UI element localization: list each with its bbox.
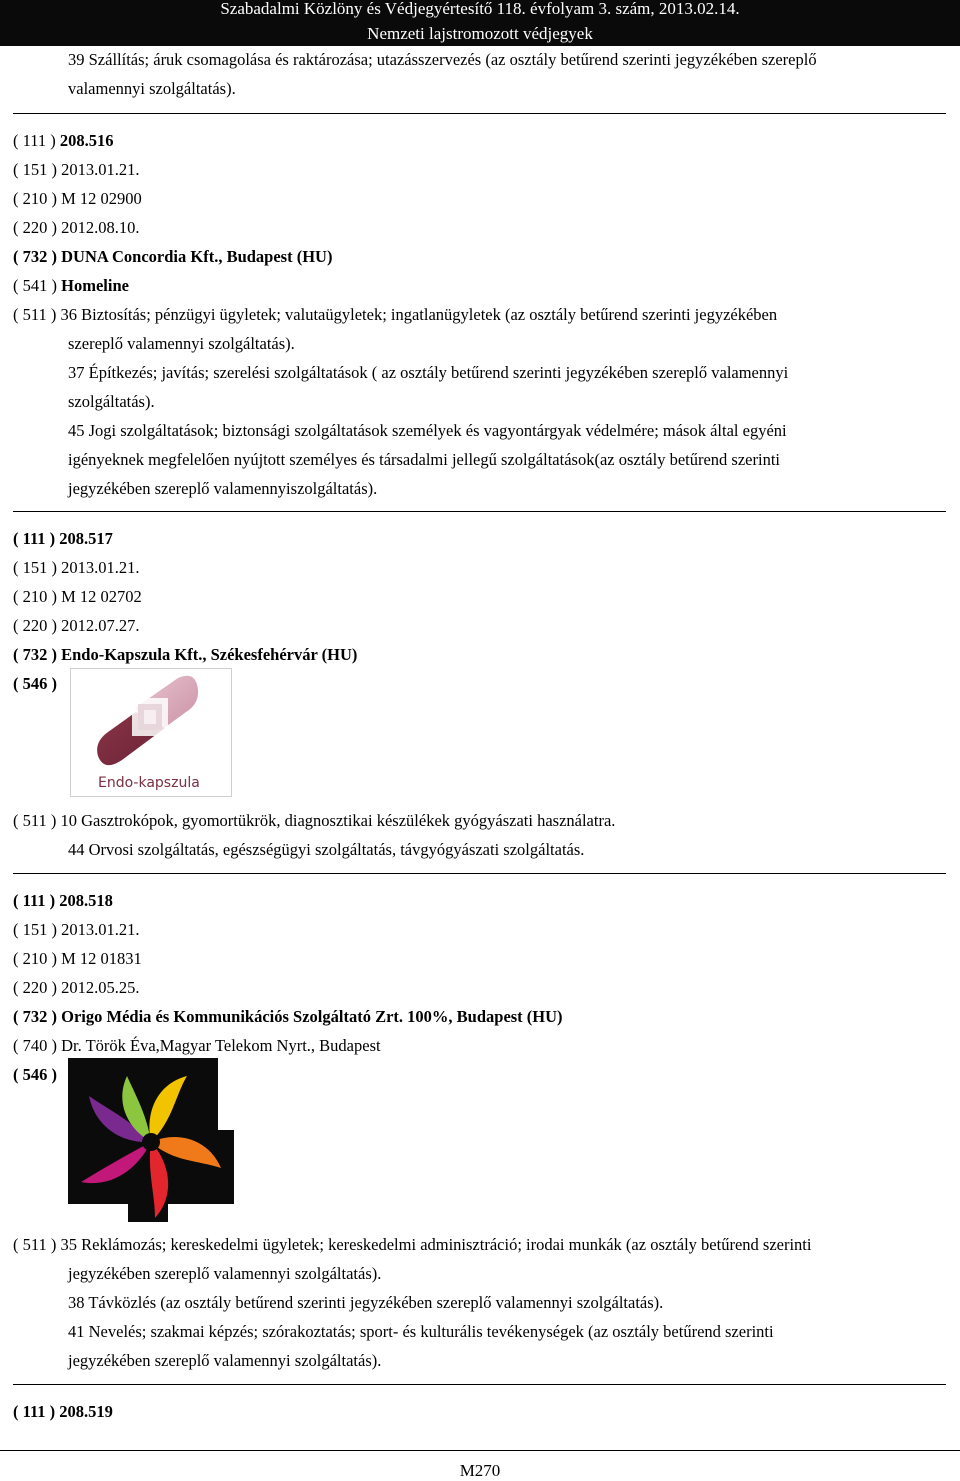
- holder-name: Origo Média és Kommunikációs Szolgáltató Zrt. 100%: [61, 1007, 449, 1026]
- figurative-mark-label: ( 546 ): [13, 1065, 57, 1084]
- goods-services-line: 37 Építkezés; javítás; szerelési szolgáltatások ( az osztály betűrend szerinti jegyzékében szereplő valamennyi: [68, 363, 789, 382]
- wordmark-row: ( 541 ) Homeline: [13, 276, 129, 295]
- reg-date: 2013.01.21.: [61, 160, 140, 179]
- representative: Dr. Török Éva,Magyar Telekom Nyrt., Budapest: [61, 1036, 381, 1055]
- wordmark: Homeline: [61, 276, 129, 295]
- capsule-logo-icon: [70, 668, 232, 797]
- reg-number-row: ( 111 ) 208.518: [13, 891, 113, 910]
- reg-date-row: ( 151 ) 2013.01.21.: [13, 160, 140, 179]
- logo-wordmark: Endo-kapszula: [98, 775, 200, 791]
- app-number: M 12 02900: [61, 189, 142, 208]
- holder-location: , Székesfehérvár (HU): [202, 645, 358, 664]
- holder-location: , Budapest (HU): [448, 1007, 563, 1026]
- endo-kapszula-logo: [70, 668, 232, 797]
- goods-services-line: jegyzékében szereplő valamennyi szolgáltatás).: [68, 1264, 382, 1283]
- entry-divider: [13, 113, 946, 114]
- journal-title: Szabadalmi Közlöny és Védjegyértesítő 118. évfolyam 3. szám, 2013.02.14.: [220, 0, 740, 18]
- goods-services-line: szereplő valamennyi szolgáltatás).: [68, 334, 295, 353]
- figurative-mark-label: ( 546 ): [13, 674, 57, 693]
- reg-date-row: ( 151 ) 2013.01.21.: [13, 558, 140, 577]
- goods-services-line: 44 Orvosi szolgáltatás, egészségügyi szolgáltatás, távgyógyászati szolgáltatás.: [68, 840, 585, 859]
- reg-number: 208.516: [59, 131, 114, 150]
- holder-name: Endo-Kapszula Kft.: [61, 645, 203, 664]
- entry-divider: [13, 511, 946, 512]
- app-number-row: ( 210 ) M 12 02900: [13, 189, 142, 208]
- reg-number-row: ( 111 ) 208.517: [13, 529, 113, 548]
- goods-services-row: ( 511 ) 35 Reklámozás; kereskedelmi ügyletek; kereskedelmi adminisztráció; irodai munkák (az osztály betűrend szerinti: [13, 1235, 812, 1254]
- app-number-row: ( 210 ) M 12 02702: [13, 587, 142, 606]
- holder-name: DUNA Concordia Kft.: [61, 247, 219, 266]
- filing-date: 2012.07.27.: [61, 616, 140, 635]
- goods-services-line: 38 Távközlés (az osztály betűrend szerinti jegyzékében szereplő valamennyi szolgáltatás).: [68, 1293, 664, 1312]
- filing-date-row: ( 220 ) 2012.07.27.: [13, 616, 140, 635]
- continuation-line: 39 Szállítás; áruk csomagolása és raktározása; utazásszervezés (az osztály betűrend szerinti jegyzékében szereplő: [68, 50, 817, 69]
- app-number-row: ( 210 ) M 12 01831: [13, 949, 142, 968]
- holder-row: ( 732 ) Endo-Kapszula Kft., Székesfehérvár (HU): [13, 645, 358, 664]
- goods-services-row: ( 511 ) 10 Gasztrokópok, gyomortükrök, diagnosztikai készülékek gyógyászati használatra.: [13, 811, 616, 830]
- reg-date-row: ( 151 ) 2013.01.21.: [13, 920, 140, 939]
- goods-services-line: jegyzékében szereplő valamennyi szolgáltatás).: [68, 1351, 382, 1370]
- representative-row: ( 740 ) Dr. Török Éva,Magyar Telekom Nyrt., Budapest: [13, 1036, 381, 1055]
- goods-services-line: 41 Nevelés; szakmai képzés; szórakoztatás; sport- és kulturális tevékenységek (az osztály betűrend szerinti: [68, 1322, 774, 1341]
- page-header: [0, 0, 960, 46]
- goods-services-line: szolgáltatás).: [68, 392, 155, 411]
- origo-pinwheel-logo: [68, 1058, 234, 1222]
- reg-date: 2013.01.21.: [61, 558, 140, 577]
- entry-divider: [13, 1384, 946, 1385]
- holder-row: ( 732 ) Origo Média és Kommunikációs Szolgáltató Zrt. 100%, Budapest (HU): [13, 1007, 563, 1026]
- filing-date-row: ( 220 ) 2012.05.25.: [13, 978, 140, 997]
- reg-number: 208.518: [59, 891, 113, 910]
- filing-date: 2012.08.10.: [61, 218, 140, 237]
- section-title: Nemzeti lajstromozott védjegyek: [367, 24, 593, 43]
- page-number: M270: [459, 1461, 501, 1480]
- filing-date-row: ( 220 ) 2012.08.10.: [13, 218, 140, 237]
- holder-row: ( 732 ) DUNA Concordia Kft., Budapest (HU): [13, 247, 333, 266]
- continuation-line: valamennyi szolgáltatás).: [68, 79, 236, 98]
- app-number: M 12 01831: [61, 949, 142, 968]
- holder-location: , Budapest (HU): [218, 247, 333, 266]
- pinwheel-logo-icon: [68, 1058, 234, 1222]
- goods-services-line: 45 Jogi szolgáltatások; biztonsági szolgáltatások személyek és vagyontárgyak védelmére; mások által egyéni: [68, 421, 787, 440]
- entry-divider: [13, 873, 946, 874]
- page-footer: [0, 1450, 960, 1480]
- goods-services-line: jegyzékében szereplő valamennyiszolgáltatás).: [68, 479, 378, 498]
- reg-date: 2013.01.21.: [61, 920, 140, 939]
- filing-date: 2012.05.25.: [61, 978, 140, 997]
- reg-number-row: ( 111 ) 208.516: [13, 131, 114, 150]
- reg-number: 208.517: [59, 529, 113, 548]
- app-number: M 12 02702: [61, 587, 142, 606]
- reg-number: 208.519: [59, 1402, 113, 1421]
- reg-number-row: ( 111 ) 208.519: [13, 1402, 113, 1421]
- goods-services-row: ( 511 ) 36 Biztosítás; pénzügyi ügyletek; valutaügyletek; ingatlanügyletek (az osztály betűrend szerinti jegyzékében: [13, 305, 778, 324]
- goods-services-line: igényeknek megfelelően nyújtott személyes és társadalmi jellegű szolgáltatások(az osztály betűrend szerinti: [68, 450, 780, 469]
